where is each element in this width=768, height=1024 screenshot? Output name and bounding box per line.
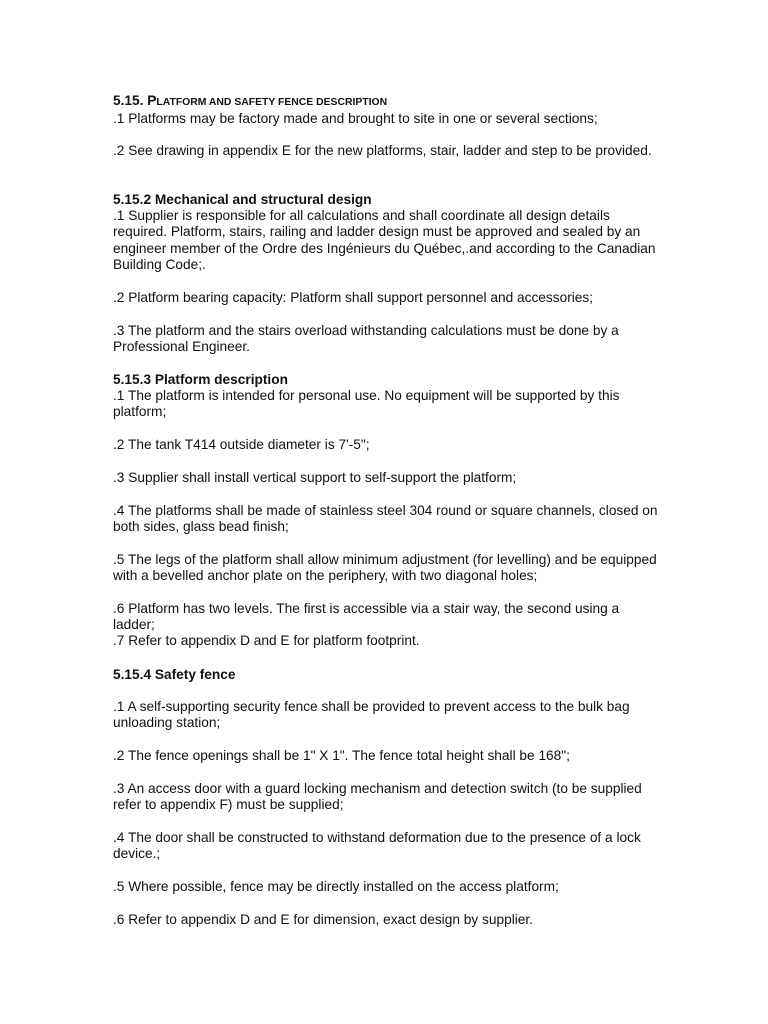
clause-5-15-2-3: .3 The platform and the stairs overload withstanding calculations must be done by a Professional Engineer. <box>113 323 619 355</box>
section-title-rest: LATFORM AND SAFETY FENCE DESCRIPTION <box>156 97 388 108</box>
clause-5-15-3-7: .7 Refer to appendix D and E for platform footprint. <box>113 633 420 648</box>
section-heading-5-15-3: 5.15.3 Platform description <box>113 372 288 387</box>
section-heading-5-15-4: 5.15.4 Safety fence <box>113 667 236 682</box>
clause-5-15-4-2: .2 The fence openings shall be 1" X 1". The fence total height shall be 168"; <box>113 748 570 763</box>
clause-5-15-3-6: .6 Platform has two levels. The first is accessible via a stair way, the second using a ladder; <box>113 601 620 633</box>
clause-5-15-3-2: .2 The tank T414 outside diameter is 7'-5"; <box>113 437 370 452</box>
clause-5-15-4-1: .1 A self-supporting security fence shall be provided to prevent access to the bulk bag unloading station; <box>113 699 630 731</box>
clause-5-15-2-1: .1 Supplier is responsible for all calculations and shall coordinate all design details required. Platform, stairs, railing and ladder design must be approved and sealed by an engineer member of the Ordre des Ingénieurs du Québec,.and according to the Canadian Building Code;. <box>113 208 656 272</box>
clause-5-15-4-5: .5 Where possible, fence may be directly installed on the access platform; <box>113 879 559 894</box>
clause-5-15-4-4: .4 The door shall be constructed to withstand deformation due to the presence of a lock device.; <box>113 830 641 862</box>
clause-5-15-3-4: .4 The platforms shall be made of stainless steel 304 round or square channels, closed on both sides, glass bead finish; <box>113 503 658 535</box>
clause-5-15-2-2: .2 Platform bearing capacity: Platform shall support personnel and accessories; <box>113 290 594 305</box>
section-number: 5.15. <box>113 93 144 108</box>
section-title-initial: P <box>147 93 157 108</box>
clause-5-15-2: .2 See drawing in appendix E for the new platforms, stair, ladder and step to be provided. <box>113 143 652 158</box>
clause-5-15-4-6: .6 Refer to appendix D and E for dimension, exact design by supplier. <box>113 912 533 927</box>
clause-5-15-3-3: .3 Supplier shall install vertical support to self-support the platform; <box>113 470 517 485</box>
clause-5-15-3-5: .5 The legs of the platform shall allow minimum adjustment (for levelling) and be equipped with a bevelled anchor plate on the periphery, with two diagonal holes; <box>113 552 657 584</box>
section-heading-5-15 <box>113 93 658 111</box>
section-heading-5-15-2: 5.15.2 Mechanical and structural design <box>113 192 372 207</box>
clause-5-15-1: .1 Platforms may be factory made and brought to site in one or several sections; <box>113 111 598 126</box>
clause-5-15-4-3: .3 An access door with a guard locking mechanism and detection switch (to be supplied refer to appendix F) must be supplied; <box>113 781 642 813</box>
clause-5-15-3-1: .1 The platform is intended for personal use. No equipment will be supported by this platform; <box>113 388 620 420</box>
